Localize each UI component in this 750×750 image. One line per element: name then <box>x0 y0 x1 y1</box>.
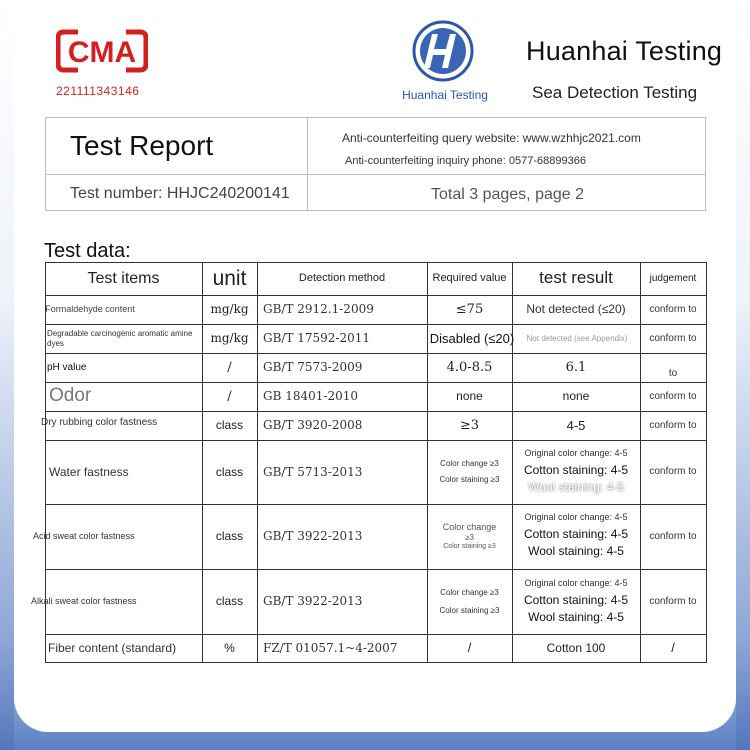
table-row-result: 6.1 <box>565 359 587 375</box>
table-row-item: Water fastness <box>49 464 129 479</box>
column-header-items: Test items <box>87 269 160 287</box>
table-row-method: GB 18401-2010 <box>263 389 358 404</box>
table-row-required: 4.0-8.5 <box>446 359 493 375</box>
anti-counterfeit-website: Anti-counterfeiting query website: www.wzhhjc2021.com <box>342 131 641 145</box>
table-row-item: Alkali sweat color fastness <box>31 596 137 607</box>
table-row-item: Odor <box>49 385 92 407</box>
column-header-judgement: judgement <box>649 272 697 284</box>
table-row-judgement: conform to <box>649 332 697 344</box>
required-line: Color staining ≥3 <box>439 475 500 484</box>
result-line: Cotton staining: 4-5 <box>523 592 629 607</box>
table-row-result <box>512 440 640 504</box>
table-row-item: Acid sweat color fastness <box>33 531 135 542</box>
table-row-item: Dry rubbing color fastness <box>41 417 158 428</box>
table-row-required: none <box>456 389 483 404</box>
result-line: Original color change: 4-5 <box>524 448 628 458</box>
table-row-required <box>427 569 512 634</box>
table-row-method: GB/T 5713-2013 <box>263 464 363 479</box>
table-row-required: ≥3 <box>459 417 480 433</box>
table-row-item: pH value <box>47 361 87 373</box>
page-indicator: Total 3 pages, page 2 <box>431 186 585 203</box>
result-line: Wool staining: 4-5 <box>528 544 624 559</box>
column-header-required: Required value <box>432 271 507 284</box>
table-row-judgement: conform to <box>649 595 697 607</box>
table-row-judgement: / <box>671 640 675 656</box>
required-line: Color change <box>442 522 497 533</box>
brand-title: Huanhai Testing <box>526 36 723 66</box>
result-line: Original color change: 4-5 <box>524 512 628 522</box>
table-row-required <box>427 504 512 569</box>
frame-edge-left <box>0 0 14 750</box>
required-line: Color change ≥3 <box>440 587 499 597</box>
required-line: Color staining ≥3 <box>439 605 500 615</box>
table-row-item: Formaldehyde content <box>45 304 135 315</box>
required-line: ≥3 <box>465 532 474 542</box>
required-line: Color staining ≥3 <box>443 542 496 550</box>
table-row-required <box>427 440 512 504</box>
table-row-unit: class <box>215 464 244 479</box>
result-line: Wool staining: 4-5 <box>528 480 624 495</box>
table-row-method: GB/T 3922-2013 <box>263 594 363 609</box>
result-line: Wool staining: 4-5 <box>528 610 624 625</box>
table-row-method: GB/T 3920-2008 <box>263 418 363 433</box>
table-row-item: Degradable carcinogenic aromatic amine dyes <box>47 328 193 348</box>
table-row-unit: class <box>215 418 244 433</box>
huanhai-logo-icon <box>412 20 474 82</box>
result-line: Cotton staining: 4-5 <box>523 462 629 477</box>
svg-text:CMA: CMA <box>67 36 137 69</box>
table-row-unit: mg/kg <box>210 302 249 317</box>
table-row-unit: % <box>224 640 235 655</box>
table-row-result <box>512 504 640 569</box>
table-row-result: Cotton 100 <box>546 640 606 655</box>
table-row-unit: class <box>215 594 244 609</box>
table-row-result: Not detected (≤20) <box>526 302 626 317</box>
column-header-unit: unit <box>212 266 247 290</box>
section-title: Test data: <box>44 240 131 262</box>
table-row-method: GB/T 2912.1-2009 <box>263 302 374 317</box>
table-row-judgement: conform to <box>649 390 697 402</box>
result-line: Original color change: 4-5 <box>524 578 628 588</box>
table-row-unit: mg/kg <box>210 331 249 346</box>
anti-counterfeit-phone: Anti-counterfeiting inquiry phone: 0577-68899366 <box>345 155 586 167</box>
logo-caption: Huanhai Testing <box>402 88 488 102</box>
table-row-method: FZ/T 01057.1~4-2007 <box>263 640 398 655</box>
brand-subtitle: Sea Detection Testing <box>532 83 698 102</box>
table-row-method: GB/T 3922-2013 <box>263 529 363 544</box>
table-row-method: GB/T 17592-2011 <box>263 331 371 346</box>
table-row-result: 4-5 <box>566 417 586 433</box>
divider <box>307 118 308 211</box>
column-header-result: test result <box>539 268 613 288</box>
report-title: Test Report <box>70 130 214 161</box>
cma-certificate-number: 221111343146 <box>56 84 140 98</box>
test-number: Test number: HHJC240200141 <box>70 185 290 202</box>
test-data-table <box>31 262 707 663</box>
table-row-judgement: conform to <box>649 419 697 431</box>
table-row-result: none <box>562 389 590 404</box>
frame-edge-right <box>736 0 750 750</box>
required-line: Color change ≥3 <box>440 459 499 469</box>
table-row-result: Not detected (see Appendix) <box>526 333 628 343</box>
table-row-item: Fiber content (standard) <box>48 640 177 655</box>
table-row-method: GB/T 7573-2009 <box>263 360 363 375</box>
table-row-required: Disabled (≤20) <box>429 330 515 346</box>
table-row-unit: class <box>215 529 244 544</box>
table-row-judgement: conform to <box>649 303 697 315</box>
table-row-judgement: to <box>668 368 678 379</box>
table-row-unit: / <box>227 388 232 404</box>
table-row-result <box>512 569 640 634</box>
column-header-method: Detection method <box>298 271 386 284</box>
table-row-unit: / <box>227 359 232 375</box>
table-row-judgement: conform to <box>649 466 697 477</box>
table-row-required: ≤75 <box>455 301 484 317</box>
result-line: Cotton staining: 4-5 <box>523 526 629 541</box>
table-row-required: / <box>467 640 472 656</box>
cma-logo <box>56 28 148 74</box>
table-row-judgement: conform to <box>649 530 697 542</box>
divider <box>46 174 706 175</box>
